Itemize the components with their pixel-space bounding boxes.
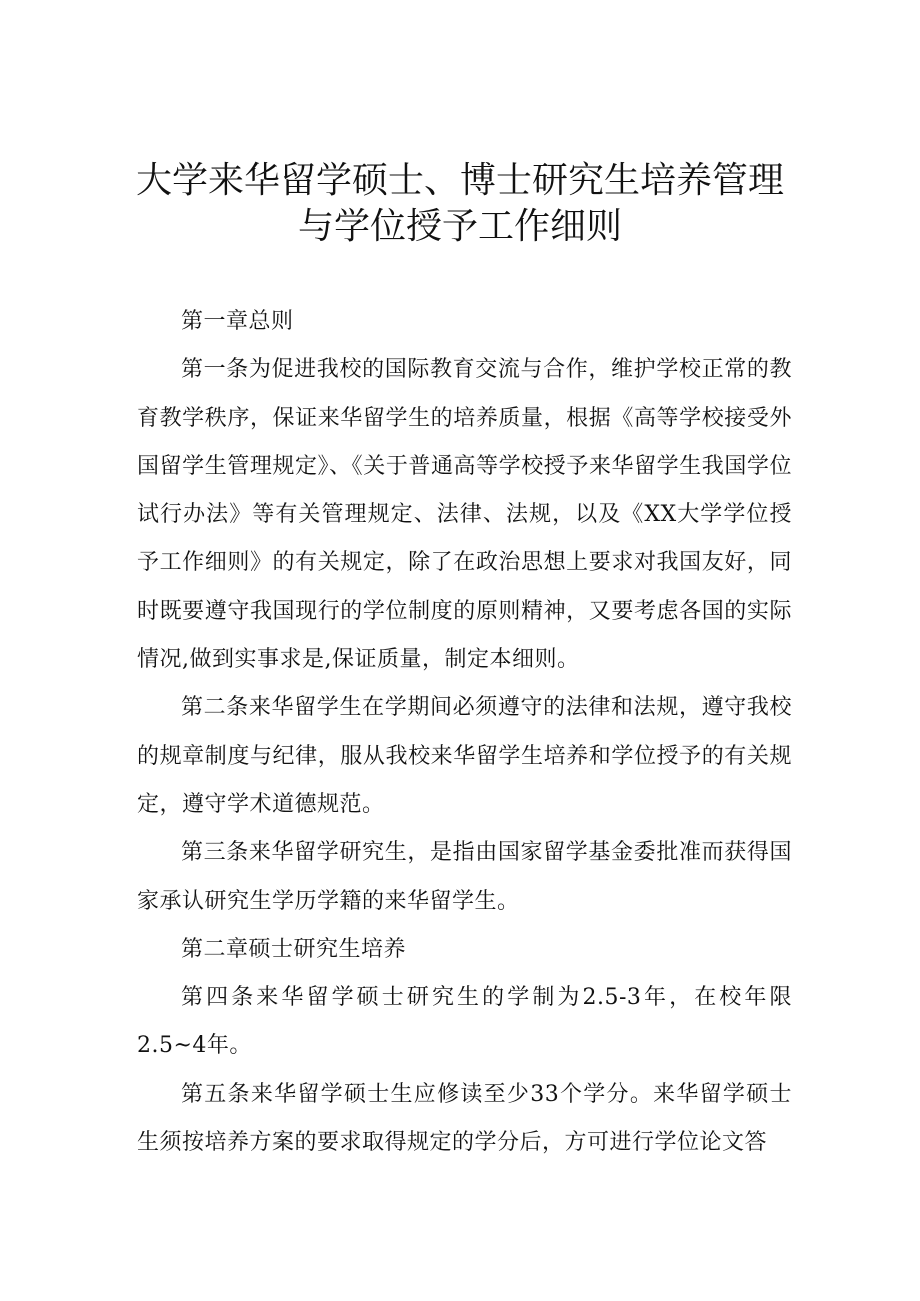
chapter-heading-masters: 第二章硕士研究生培养 — [181, 936, 407, 962]
article-5: 第五条来华留学硕士生应修读至少33个学分。来华留学硕士生须按培养方案的要求取得规定的学分后，方可进行学位论文答 — [137, 1081, 792, 1156]
chapter-heading-general: 第一章总则 — [181, 309, 294, 334]
article-2: 第二条来华留学生在学期间必须遵守的法律和法规，遵守我校的规章制度与纪律，服从我校来华留学生培养和学位授予的有关规定，遵守学术道德规范。 — [137, 695, 792, 817]
document-title-line-2: 与学位授予工作细则 — [297, 206, 622, 247]
document-body — [137, 298, 792, 1167]
article-4: 第四条来华留学硕士研究生的学制为2.5-3年，在校年限2.5~4年。 — [137, 985, 792, 1059]
article-3: 第三条来华留学研究生，是指由国家留学基金委批准而获得国家承认研究生学历学籍的来华留学生。 — [137, 840, 792, 914]
document-title-line-1: 大学来华留学硕士、博士研究生培养管理 — [135, 160, 784, 201]
article-1: 第一条为促进我校的国际教育交流与合作，维护学校正常的教育教学秩序，保证来华留学生的培养质量，根据《高等学校接受外国留学生管理规定》、《关于普通高等学校授予来华留学生我国学位试行办法》等有关管理规定、法律、法规，以及《XX大学学位授予工作细则》的有关规定，除了在政治思想上要求对我国友好，同时既要遵守我国现行的学位制度的原则精神，又要考虑各国的实际情况,做到实事求是,保证质量，制定本细则。 — [137, 357, 792, 673]
